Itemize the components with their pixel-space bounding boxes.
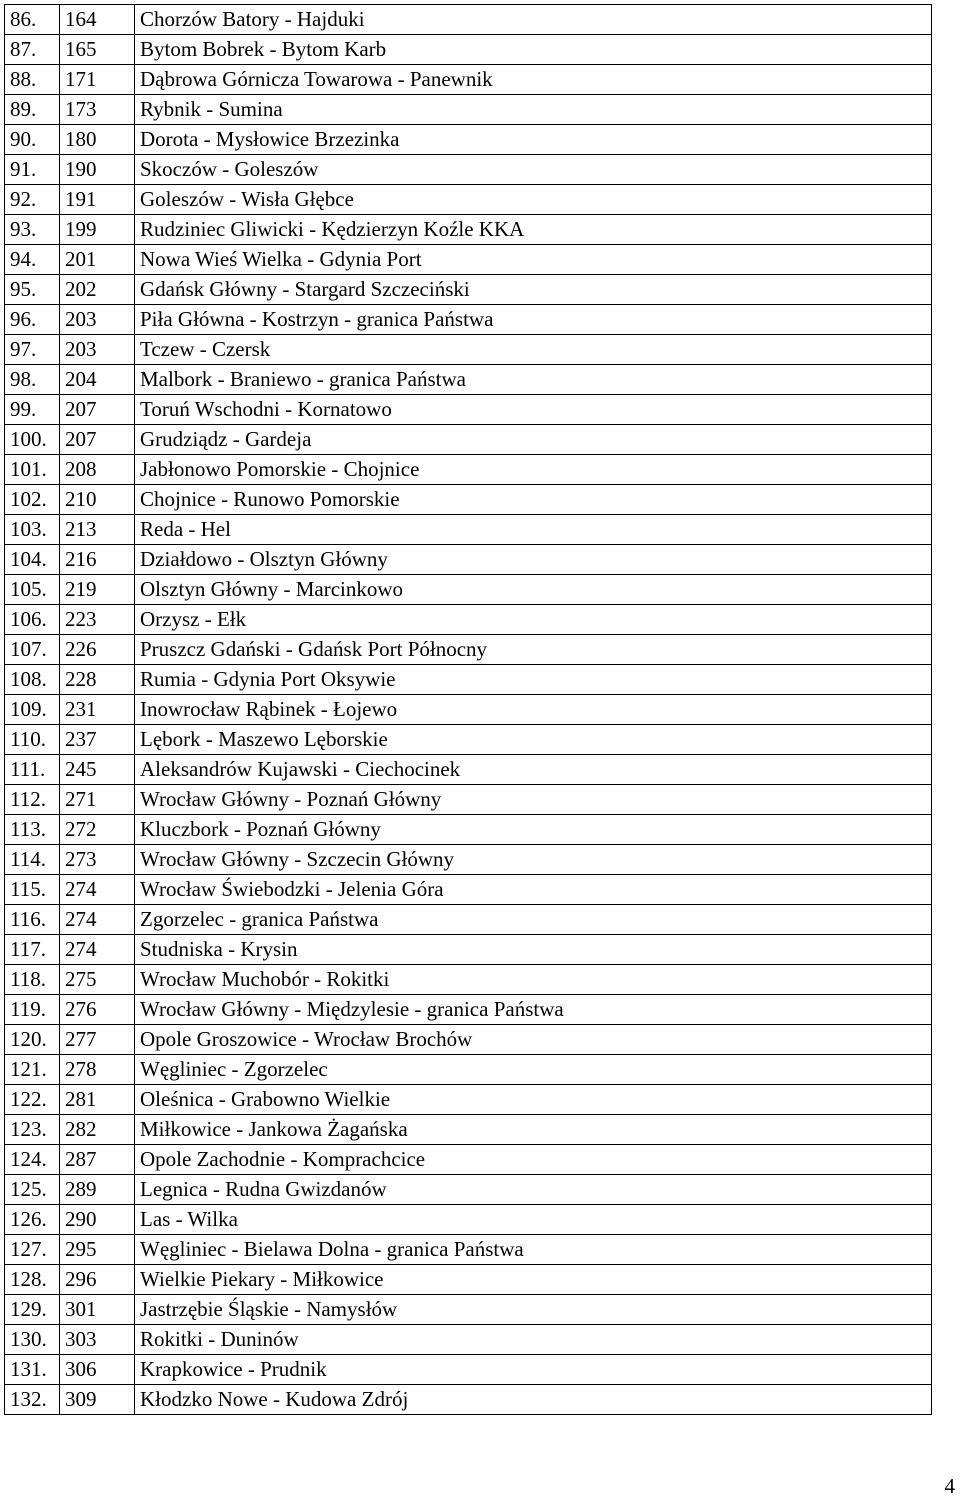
line-number-cell: 296 [60, 1265, 135, 1295]
route-cell: Pruszcz Gdański - Gdańsk Port Północny [135, 635, 932, 665]
row-number-cell: 125. [5, 1175, 60, 1205]
table-row [5, 125, 932, 155]
route-cell: Oleśnica - Grabowno Wielkie [135, 1085, 932, 1115]
line-number-cell: 237 [60, 725, 135, 755]
table-row [5, 665, 932, 695]
line-number-cell: 208 [60, 455, 135, 485]
table-row [5, 1205, 932, 1235]
page-number: 4 [944, 1474, 955, 1498]
table-row [5, 155, 932, 185]
row-number-cell: 112. [5, 785, 60, 815]
route-cell: Chorzów Batory - Hajduki [135, 5, 932, 35]
table-row [5, 1085, 932, 1115]
row-number-cell: 123. [5, 1115, 60, 1145]
line-number-cell: 202 [60, 275, 135, 305]
route-cell: Malbork - Braniewo - granica Państwa [135, 365, 932, 395]
route-cell: Goleszów - Wisła Głębce [135, 185, 932, 215]
row-number-cell: 100. [5, 425, 60, 455]
line-number-cell: 228 [60, 665, 135, 695]
table-row [5, 1025, 932, 1055]
route-cell: Bytom Bobrek - Bytom Karb [135, 35, 932, 65]
row-number-cell: 93. [5, 215, 60, 245]
row-number-cell: 116. [5, 905, 60, 935]
line-number-cell: 274 [60, 935, 135, 965]
row-number-cell: 108. [5, 665, 60, 695]
row-number-cell: 130. [5, 1325, 60, 1355]
row-number-cell: 105. [5, 575, 60, 605]
line-number-cell: 289 [60, 1175, 135, 1205]
row-number-cell: 94. [5, 245, 60, 275]
table-row [5, 575, 932, 605]
table-row [5, 695, 932, 725]
table-row [5, 815, 932, 845]
row-number-cell: 128. [5, 1265, 60, 1295]
route-cell: Reda - Hel [135, 515, 932, 545]
table-row [5, 215, 932, 245]
row-number-cell: 88. [5, 65, 60, 95]
table-row [5, 365, 932, 395]
route-cell: Wrocław Muchobór - Rokitki [135, 965, 932, 995]
row-number-cell: 101. [5, 455, 60, 485]
line-number-cell: 274 [60, 905, 135, 935]
table-row [5, 1385, 932, 1415]
route-cell: Rumia - Gdynia Port Oksywie [135, 665, 932, 695]
table-row [5, 935, 932, 965]
route-cell: Kłodzko Nowe - Kudowa Zdrój [135, 1385, 932, 1415]
row-number-cell: 109. [5, 695, 60, 725]
table-row [5, 305, 932, 335]
row-number-cell: 121. [5, 1055, 60, 1085]
route-cell: Działdowo - Olsztyn Główny [135, 545, 932, 575]
route-cell: Olsztyn Główny - Marcinkowo [135, 575, 932, 605]
route-cell: Rudziniec Gliwicki - Kędzierzyn Koźle KKA [135, 215, 932, 245]
row-number-cell: 119. [5, 995, 60, 1025]
line-number-cell: 278 [60, 1055, 135, 1085]
route-cell: Chojnice - Runowo Pomorskie [135, 485, 932, 515]
table-row [5, 455, 932, 485]
table-row [5, 395, 932, 425]
row-number-cell: 110. [5, 725, 60, 755]
row-number-cell: 131. [5, 1355, 60, 1385]
table-row [5, 275, 932, 305]
row-number-cell: 107. [5, 635, 60, 665]
table-row [5, 635, 932, 665]
row-number-cell: 120. [5, 1025, 60, 1055]
route-cell: Dorota - Mysłowice Brzezinka [135, 125, 932, 155]
table-row [5, 1355, 932, 1385]
route-cell: Dąbrowa Górnicza Towarowa - Panewnik [135, 65, 932, 95]
row-number-cell: 89. [5, 95, 60, 125]
line-number-cell: 306 [60, 1355, 135, 1385]
row-number-cell: 98. [5, 365, 60, 395]
row-number-cell: 91. [5, 155, 60, 185]
route-cell: Toruń Wschodni - Kornatowo [135, 395, 932, 425]
route-cell: Węgliniec - Zgorzelec [135, 1055, 932, 1085]
table-row [5, 995, 932, 1025]
row-number-cell: 96. [5, 305, 60, 335]
route-cell: Kluczbork - Poznań Główny [135, 815, 932, 845]
line-number-cell: 301 [60, 1295, 135, 1325]
row-number-cell: 99. [5, 395, 60, 425]
table-row [5, 35, 932, 65]
table-row [5, 545, 932, 575]
line-number-cell: 207 [60, 425, 135, 455]
line-number-cell: 216 [60, 545, 135, 575]
row-number-cell: 104. [5, 545, 60, 575]
route-cell: Opole Groszowice - Wrocław Brochów [135, 1025, 932, 1055]
table-row [5, 1325, 932, 1355]
row-number-cell: 122. [5, 1085, 60, 1115]
line-number-cell: 171 [60, 65, 135, 95]
line-number-cell: 277 [60, 1025, 135, 1055]
line-number-cell: 223 [60, 605, 135, 635]
route-cell: Wrocław Główny - Szczecin Główny [135, 845, 932, 875]
row-number-cell: 106. [5, 605, 60, 635]
route-cell: Grudziądz - Gardeja [135, 425, 932, 455]
row-number-cell: 117. [5, 935, 60, 965]
line-number-cell: 231 [60, 695, 135, 725]
route-cell: Miłkowice - Jankowa Żagańska [135, 1115, 932, 1145]
route-cell: Wrocław Główny - Międzylesie - granica Państwa [135, 995, 932, 1025]
row-number-cell: 102. [5, 485, 60, 515]
line-number-cell: 226 [60, 635, 135, 665]
table-row [5, 965, 932, 995]
table-row [5, 1055, 932, 1085]
route-cell: Wielkie Piekary - Miłkowice [135, 1265, 932, 1295]
row-number-cell: 103. [5, 515, 60, 545]
row-number-cell: 126. [5, 1205, 60, 1235]
line-number-cell: 164 [60, 5, 135, 35]
line-number-cell: 303 [60, 1325, 135, 1355]
row-number-cell: 115. [5, 875, 60, 905]
row-number-cell: 132. [5, 1385, 60, 1415]
route-cell: Wrocław Główny - Poznań Główny [135, 785, 932, 815]
table-row [5, 1115, 932, 1145]
line-number-cell: 201 [60, 245, 135, 275]
table-row [5, 485, 932, 515]
line-number-cell: 165 [60, 35, 135, 65]
line-number-cell: 276 [60, 995, 135, 1025]
row-number-cell: 113. [5, 815, 60, 845]
table-row [5, 845, 932, 875]
route-cell: Rokitki - Duninów [135, 1325, 932, 1355]
route-cell: Nowa Wieś Wielka - Gdynia Port [135, 245, 932, 275]
line-number-cell: 219 [60, 575, 135, 605]
row-number-cell: 87. [5, 35, 60, 65]
table-row [5, 95, 932, 125]
table-row [5, 1145, 932, 1175]
line-number-cell: 290 [60, 1205, 135, 1235]
line-number-cell: 207 [60, 395, 135, 425]
line-number-cell: 180 [60, 125, 135, 155]
route-cell: Legnica - Rudna Gwizdanów [135, 1175, 932, 1205]
line-number-cell: 309 [60, 1385, 135, 1415]
row-number-cell: 114. [5, 845, 60, 875]
route-cell: Krapkowice - Prudnik [135, 1355, 932, 1385]
table-row [5, 185, 932, 215]
line-number-cell: 190 [60, 155, 135, 185]
table-row [5, 1235, 932, 1265]
line-number-cell: 273 [60, 845, 135, 875]
line-number-cell: 287 [60, 1145, 135, 1175]
row-number-cell: 127. [5, 1235, 60, 1265]
table-body [5, 5, 932, 1415]
line-number-cell: 203 [60, 335, 135, 365]
route-cell: Piła Główna - Kostrzyn - granica Państwa [135, 305, 932, 335]
route-cell: Węgliniec - Bielawa Dolna - granica Państwa [135, 1235, 932, 1265]
railway-lines-table [4, 4, 932, 1415]
row-number-cell: 129. [5, 1295, 60, 1325]
line-number-cell: 203 [60, 305, 135, 335]
route-cell: Aleksandrów Kujawski - Ciechocinek [135, 755, 932, 785]
route-cell: Las - Wilka [135, 1205, 932, 1235]
row-number-cell: 95. [5, 275, 60, 305]
route-cell: Lębork - Maszewo Lęborskie [135, 725, 932, 755]
line-number-cell: 282 [60, 1115, 135, 1145]
route-cell: Studniska - Krysin [135, 935, 932, 965]
line-number-cell: 199 [60, 215, 135, 245]
table-row [5, 1265, 932, 1295]
line-number-cell: 210 [60, 485, 135, 515]
line-number-cell: 173 [60, 95, 135, 125]
table-row [5, 335, 932, 365]
route-cell: Jastrzębie Śląskie - Namysłów [135, 1295, 932, 1325]
table-row [5, 1295, 932, 1325]
table-row [5, 785, 932, 815]
table-row [5, 725, 932, 755]
table-row [5, 65, 932, 95]
line-number-cell: 281 [60, 1085, 135, 1115]
line-number-cell: 295 [60, 1235, 135, 1265]
line-number-cell: 275 [60, 965, 135, 995]
row-number-cell: 97. [5, 335, 60, 365]
row-number-cell: 124. [5, 1145, 60, 1175]
route-cell: Gdańsk Główny - Stargard Szczeciński [135, 275, 932, 305]
route-cell: Inowrocław Rąbinek - Łojewo [135, 695, 932, 725]
row-number-cell: 90. [5, 125, 60, 155]
route-cell: Jabłonowo Pomorskie - Chojnice [135, 455, 932, 485]
route-cell: Opole Zachodnie - Komprachcice [135, 1145, 932, 1175]
line-number-cell: 271 [60, 785, 135, 815]
table-row [5, 515, 932, 545]
route-cell: Zgorzelec - granica Państwa [135, 905, 932, 935]
table-row [5, 245, 932, 275]
line-number-cell: 272 [60, 815, 135, 845]
route-cell: Skoczów - Goleszów [135, 155, 932, 185]
table-row [5, 605, 932, 635]
route-cell: Rybnik - Sumina [135, 95, 932, 125]
line-number-cell: 191 [60, 185, 135, 215]
line-number-cell: 245 [60, 755, 135, 785]
row-number-cell: 86. [5, 5, 60, 35]
line-number-cell: 274 [60, 875, 135, 905]
table-row [5, 755, 932, 785]
table-row [5, 5, 932, 35]
row-number-cell: 92. [5, 185, 60, 215]
route-cell: Orzysz - Ełk [135, 605, 932, 635]
table-row [5, 425, 932, 455]
line-number-cell: 204 [60, 365, 135, 395]
table-row [5, 905, 932, 935]
route-cell: Wrocław Świebodzki - Jelenia Góra [135, 875, 932, 905]
line-number-cell: 213 [60, 515, 135, 545]
table-row [5, 1175, 932, 1205]
route-cell: Tczew - Czersk [135, 335, 932, 365]
row-number-cell: 118. [5, 965, 60, 995]
table-row [5, 875, 932, 905]
row-number-cell: 111. [5, 755, 60, 785]
